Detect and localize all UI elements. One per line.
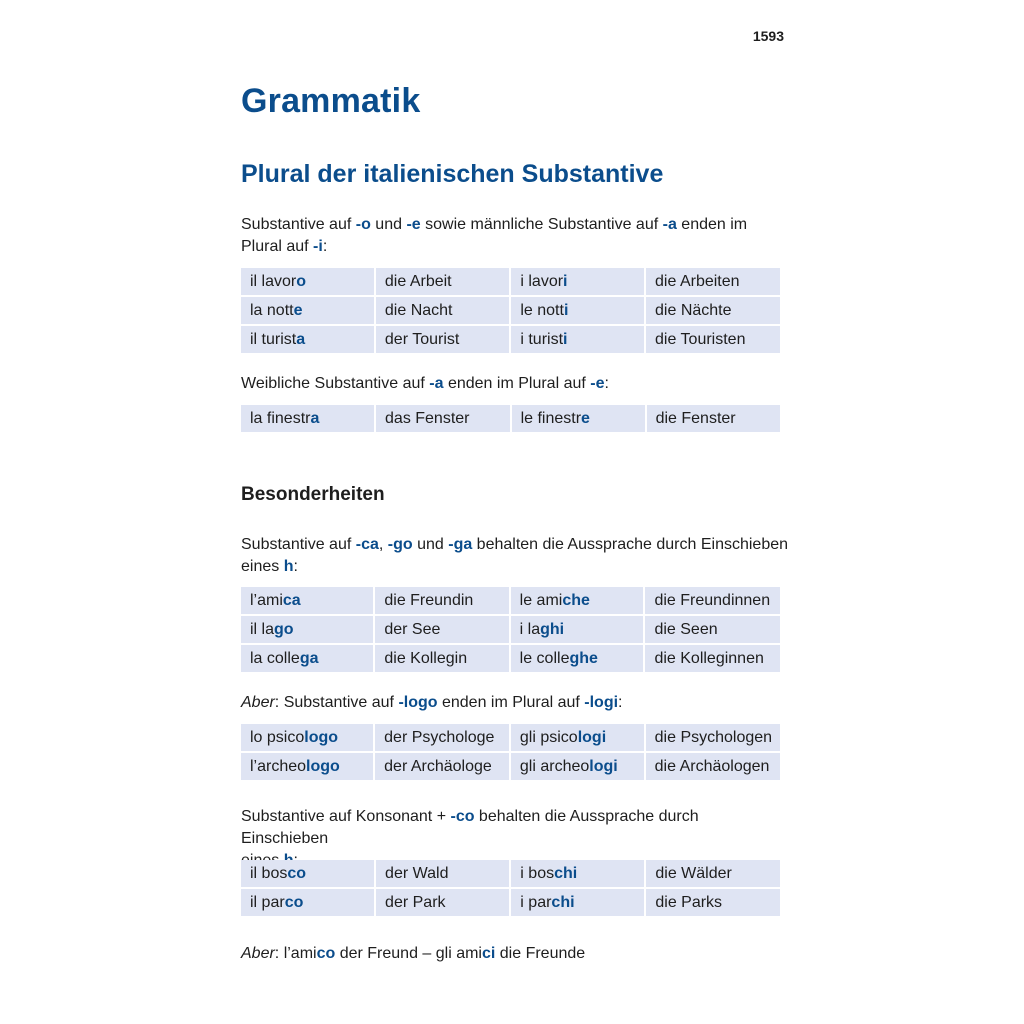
section-title: Plural der italienischen Substantive xyxy=(241,160,664,188)
intro-paragraph-3: Substantive auf -ca, -go und -ga behalten die Aussprache durch Einschieben eines h: xyxy=(241,536,789,575)
table-row xyxy=(241,860,780,887)
table-row xyxy=(241,753,780,780)
table-cell xyxy=(646,860,780,887)
page-title: Grammatik xyxy=(241,82,421,120)
table-cell xyxy=(511,889,644,916)
plural-table-regular xyxy=(239,266,782,355)
table-cell xyxy=(376,889,509,916)
page-number: 1593 xyxy=(752,28,784,44)
cell-text: der Park xyxy=(385,893,446,911)
plural-table-logo xyxy=(239,722,782,782)
cell-text: die Kolleginnen xyxy=(654,649,764,667)
cell-text: die Touristen xyxy=(655,330,746,348)
plural-table-consonant-co xyxy=(239,858,782,918)
intro-paragraph-5: Substantive auf Konsonant + -co behalten die Aussprache durch Einschieben xyxy=(241,808,699,847)
table-cell xyxy=(511,616,644,643)
table-cell xyxy=(376,326,509,353)
cell-text: der Tourist xyxy=(384,330,460,348)
cell-text: le nott xyxy=(520,301,564,319)
cell-text: die Psychologen xyxy=(654,728,773,746)
table-cell xyxy=(376,860,509,887)
table-cell xyxy=(376,268,509,295)
table-cell xyxy=(241,326,374,353)
table-row xyxy=(241,724,780,751)
cell-text: l’archeo xyxy=(250,757,307,775)
table-cell xyxy=(646,724,780,751)
outro-paragraph: Aber: l’amico der Freund – gli amici die Freunde xyxy=(241,945,586,962)
cell-text: die Arbeit xyxy=(384,272,452,290)
cell-text: gli psico xyxy=(519,728,578,746)
plural-table-ca-go-ga xyxy=(239,585,782,674)
cell-text: le ami xyxy=(519,591,563,609)
cell-ending: a xyxy=(296,330,306,348)
cell-text: il turist xyxy=(250,330,297,348)
table-cell xyxy=(645,587,780,614)
cell-text: i par xyxy=(520,893,552,911)
table-cell xyxy=(646,268,780,295)
table-cell xyxy=(375,753,509,780)
table-row xyxy=(241,326,780,353)
cell-ending: go xyxy=(274,620,294,638)
cell-text: la colle xyxy=(250,649,300,667)
cell-text: die Fenster xyxy=(655,409,736,427)
cell-ending: i xyxy=(563,330,568,348)
cell-ending: ca xyxy=(282,591,301,609)
table-cell xyxy=(646,326,780,353)
table-cell xyxy=(511,753,644,780)
intro-paragraph-1: Substantive auf -o und -e sowie männliche Substantive auf -a enden im Plural auf -i: xyxy=(241,216,748,255)
table-row xyxy=(241,405,780,432)
table-cell xyxy=(645,645,780,672)
cell-text: die Nacht xyxy=(384,301,453,319)
table-cell xyxy=(647,405,780,432)
cell-ending: chi xyxy=(551,893,575,911)
cell-ending: ga xyxy=(299,649,319,667)
cell-ending: i xyxy=(563,301,569,319)
table-cell xyxy=(241,405,374,432)
cell-ending: logo xyxy=(306,757,340,775)
table-cell xyxy=(241,724,373,751)
cell-ending: che xyxy=(562,591,590,609)
table-cell xyxy=(241,587,373,614)
table-cell xyxy=(376,405,510,432)
cell-ending: logi xyxy=(589,757,618,775)
cell-text: die Freundin xyxy=(384,591,474,609)
cell-text: il bos xyxy=(250,864,288,882)
cell-text: die Arbeiten xyxy=(655,272,740,290)
cell-ending: ghe xyxy=(569,649,598,667)
cell-text: il la xyxy=(250,620,275,638)
table-cell xyxy=(646,297,780,324)
cell-ending: logi xyxy=(577,728,607,746)
cell-text: gli archeo xyxy=(519,757,590,775)
table-cell xyxy=(241,645,373,672)
plural-table-feminine xyxy=(239,403,782,434)
table-cell xyxy=(511,724,644,751)
cell-text: i lavor xyxy=(520,272,564,290)
table-row xyxy=(241,616,780,643)
table-cell xyxy=(511,297,644,324)
cell-ending: o xyxy=(296,272,307,290)
cell-ending: co xyxy=(287,864,307,882)
table-cell xyxy=(375,616,508,643)
cell-text: die Seen xyxy=(654,620,718,638)
cell-text: le finestr xyxy=(520,409,582,427)
table-row xyxy=(241,297,780,324)
table-cell xyxy=(375,724,509,751)
table-cell xyxy=(375,587,508,614)
cell-text: der Psychologe xyxy=(384,728,495,746)
table-cell xyxy=(376,297,509,324)
table-cell xyxy=(511,268,644,295)
cell-ending: e xyxy=(581,409,590,427)
cell-ending: e xyxy=(293,301,303,319)
intro-paragraph-2: Weibliche Substantive auf -a enden im Plural auf -e: xyxy=(241,375,609,392)
cell-ending: i xyxy=(563,272,568,290)
cell-text: le colle xyxy=(519,649,570,667)
table-cell xyxy=(241,753,373,780)
cell-text: il lavor xyxy=(250,272,297,290)
table-cell xyxy=(241,860,374,887)
table-cell xyxy=(645,616,780,643)
cell-text: l’ami xyxy=(250,591,283,609)
table-cell xyxy=(241,616,373,643)
cell-text: der Wald xyxy=(385,864,449,882)
cell-text: il par xyxy=(250,893,285,911)
cell-text: die Parks xyxy=(655,893,723,911)
cell-text: die Freundinnen xyxy=(654,591,771,609)
table-cell xyxy=(241,268,374,295)
subsection-title: Besonderheiten xyxy=(241,484,385,505)
table-row xyxy=(241,587,780,614)
cell-ending: ghi xyxy=(540,620,565,638)
table-cell xyxy=(511,326,644,353)
cell-text: die Archäologen xyxy=(654,757,770,775)
table-cell xyxy=(511,860,644,887)
cell-ending: logo xyxy=(304,728,339,746)
table-cell xyxy=(646,889,780,916)
cell-text: la nott xyxy=(250,301,294,319)
cell-text: la finestr xyxy=(250,409,311,427)
cell-ending: chi xyxy=(554,864,578,882)
table-cell xyxy=(375,645,508,672)
table-cell xyxy=(646,753,780,780)
cell-ending: a xyxy=(310,409,320,427)
cell-text: die Kollegin xyxy=(384,649,468,667)
cell-text: die Wälder xyxy=(655,864,732,882)
cell-text: i turist xyxy=(520,330,564,348)
cell-text: i bos xyxy=(520,864,555,882)
cell-ending: co xyxy=(284,893,304,911)
cell-text: das Fenster xyxy=(385,409,470,427)
cell-text: lo psico xyxy=(250,728,305,746)
cell-text: die Nächte xyxy=(655,301,732,319)
table-row xyxy=(241,645,780,672)
table-cell xyxy=(512,405,645,432)
table-cell xyxy=(511,645,644,672)
table-cell xyxy=(241,297,374,324)
cell-text: der See xyxy=(384,620,441,638)
intro-paragraph-4: Aber: Substantive auf -logo enden im Plural auf -logi: xyxy=(241,694,623,711)
cell-text: i la xyxy=(519,620,541,638)
table-cell xyxy=(241,889,374,916)
table-row xyxy=(241,889,780,916)
table-cell xyxy=(511,587,644,614)
cell-text: der Archäologe xyxy=(384,757,492,775)
table-row xyxy=(241,268,780,295)
